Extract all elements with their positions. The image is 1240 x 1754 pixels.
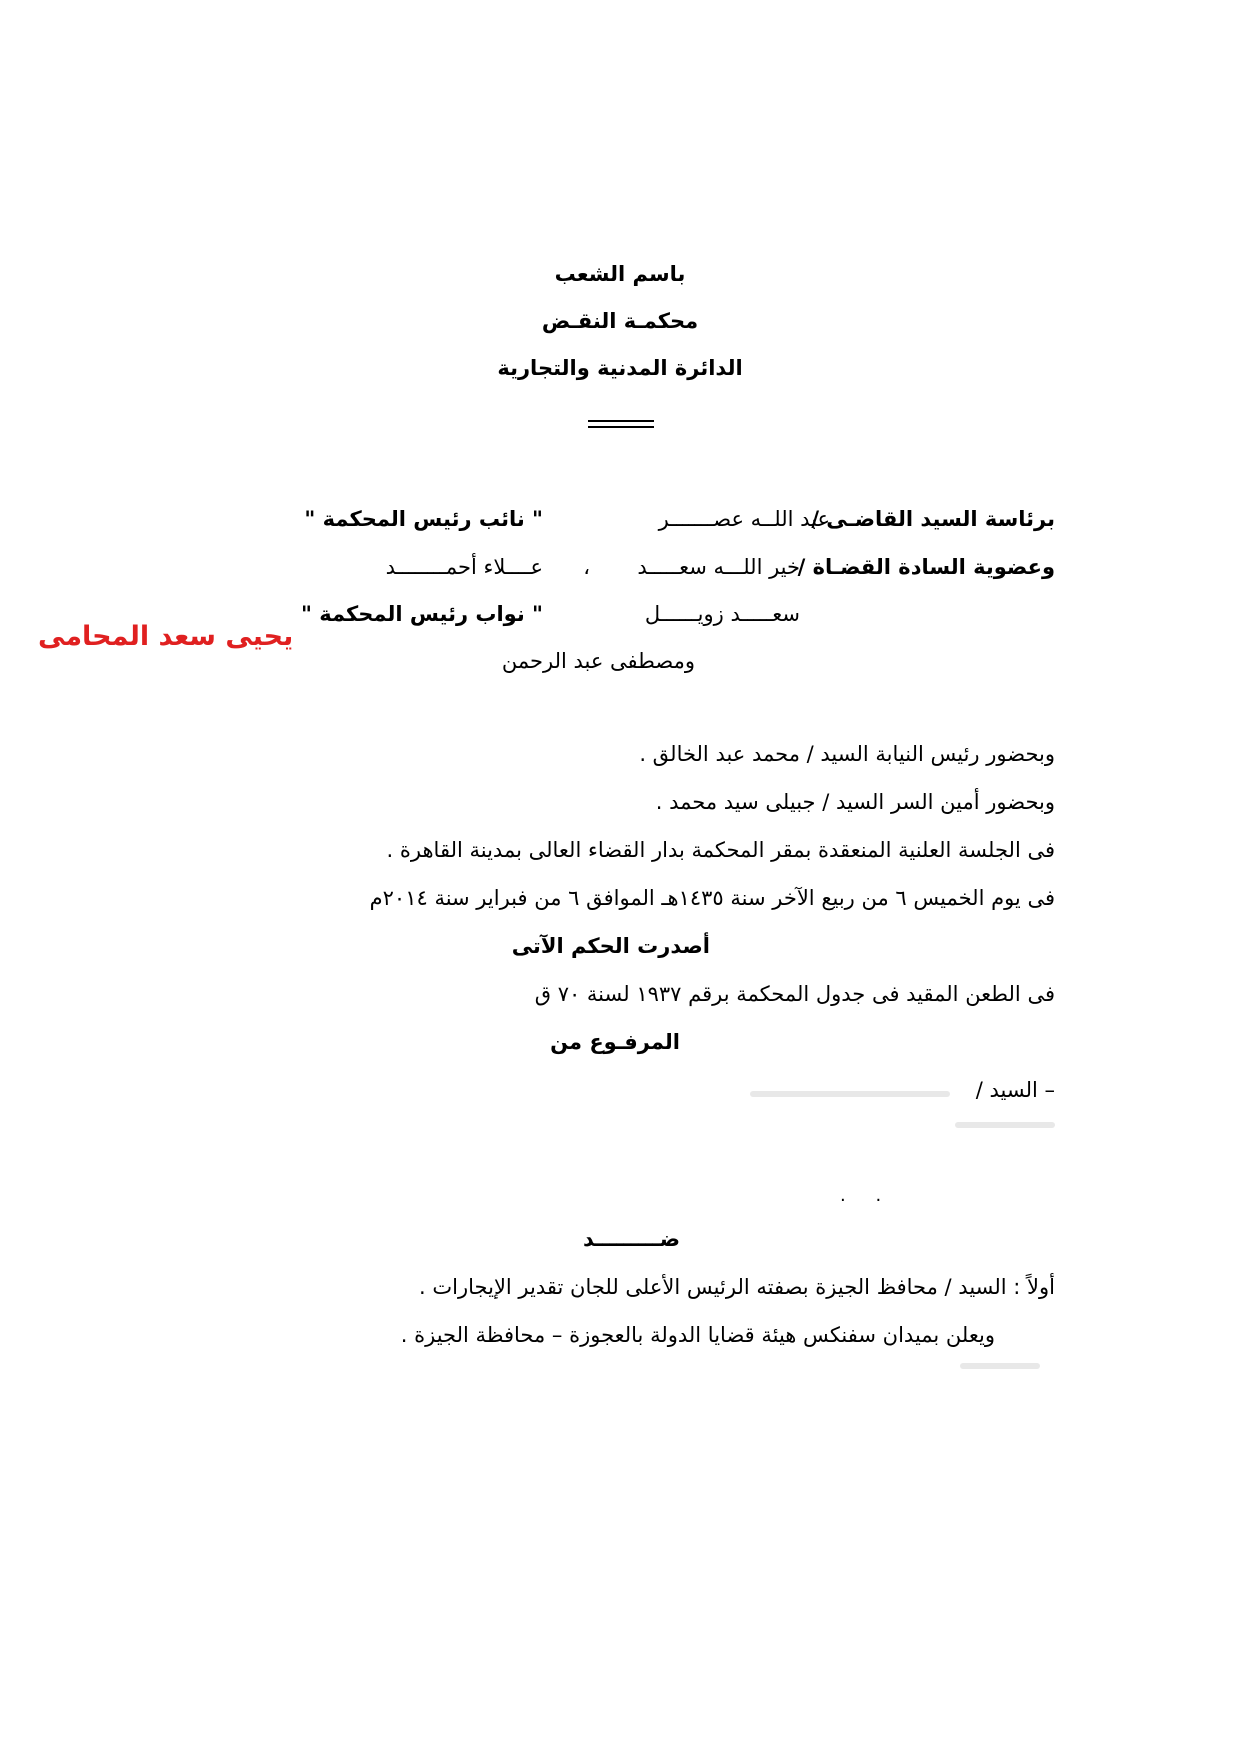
faded-text-fragment (960, 1363, 1040, 1369)
respondent-address: ويعلن بميدان سفنكس هيئة قضايا الدولة بالعجوزة – محافظة الجيزة . (400, 1323, 995, 1347)
header-court-name: محكمـة النقـض (541, 309, 699, 333)
session-location: فى الجلسة العلنية المنعقدة بمقر المحكمة بدار القضاء العالى بمدينة القاهرة . (386, 838, 1055, 862)
clerk-attendance: وبحضور أمين السر السيد / جبيلى سيد محمد . (655, 790, 1055, 814)
ellipsis-marks: . . (840, 1185, 894, 1206)
member-judge-name-2: عــــلاء أحمــــــــد (385, 555, 543, 579)
prosecution-attendance: وبحضور رئيس النيابة السيد / محمد عبد الخالق . (639, 742, 1055, 766)
redacted-appellant-name (750, 1091, 950, 1097)
presiding-label: برئاسة السيد القاضـى / (811, 507, 1055, 531)
respondent-line: أولاً : السيد / محافظ الجيزة بصفته الرئيس الأعلى للجان تقدير الإيجارات . (419, 1275, 1055, 1299)
lawyer-watermark: يحيى سعد المحامى (38, 621, 294, 652)
members-label: وعضوية السادة القضـاة / (797, 555, 1055, 579)
appellant-line: – السيد / (975, 1078, 1055, 1102)
against-heading: ضـــــــــد (582, 1227, 680, 1251)
header-divider (588, 420, 654, 428)
session-date: فى يوم الخميس ٦ من ربيع الآخر سنة ١٤٣٥هـ الموافق ٦ من فبراير سنة ٢٠١٤م (369, 886, 1055, 910)
presiding-judge-name: عبد اللــه عصـــــــر (658, 507, 830, 531)
filed-by-heading: المرفـوع من (550, 1030, 680, 1054)
member-judge-name-1: خير اللـــه سعـــــد (637, 555, 800, 579)
redacted-appellant-address (955, 1122, 1055, 1128)
member-judge-name-3: سعـــــد زويــــــل (644, 602, 800, 626)
header-circuit-name: الدائرة المدنية والتجارية (497, 356, 743, 380)
member-judge-name-4: ومصطفى عبد الرحمن (501, 649, 695, 673)
case-reference: فى الطعن المقيد فى جدول المحكمة برقم ١٩٣٧ لسنة ٧٠ ق (534, 982, 1055, 1006)
member-separator: ، (583, 555, 590, 579)
header-people-name: باسم الشعب (554, 262, 686, 286)
ruling-heading: أصدرت الحكم الآتى (511, 934, 710, 958)
presiding-judge-title: " نائب رئيس المحكمة " (304, 507, 543, 531)
members-title: " نواب رئيس المحكمة " (300, 602, 543, 626)
